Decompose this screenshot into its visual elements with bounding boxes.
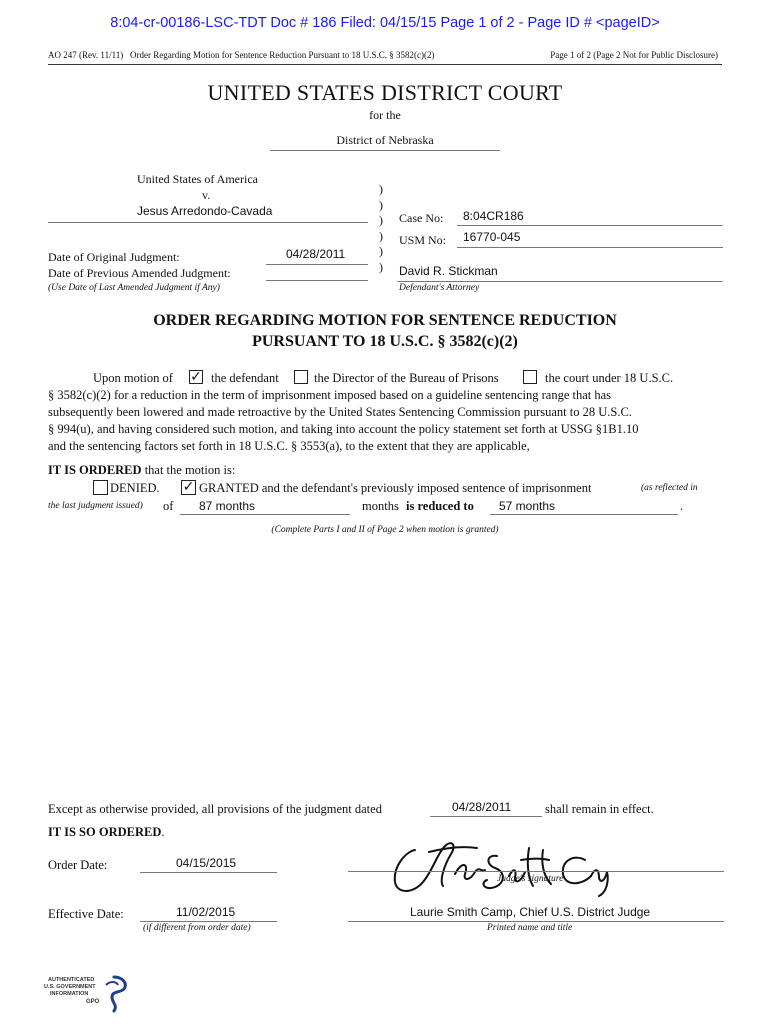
versus: v. bbox=[202, 188, 211, 202]
ordered-rest: that the motion is: bbox=[144, 463, 236, 477]
logo-line3: INFORMATION bbox=[50, 991, 89, 997]
court-title: UNITED STATES DISTRICT COURT bbox=[207, 80, 563, 105]
defendant-name: Jesus Arredondo-Cavada bbox=[137, 204, 273, 218]
attorney-name[interactable]: David R. Stickman bbox=[399, 264, 498, 278]
judgment-date-rule bbox=[430, 816, 542, 817]
checkbox-court[interactable] bbox=[523, 370, 537, 384]
order-title-line2: PURSUANT TO 18 U.S.C. § 3582(c)(2) bbox=[252, 333, 518, 350]
so-ordered-bold: IT IS SO ORDERED bbox=[48, 825, 162, 839]
as-reflected: (as reflected in bbox=[641, 483, 698, 493]
complete-parts-note: (Complete Parts I and II of Page 2 when motion is granted) bbox=[271, 525, 499, 535]
except-text: Except as otherwise provided, all provisions of the judgment dated bbox=[48, 802, 382, 816]
order-date-label: Order Date: bbox=[48, 858, 108, 872]
effective-date-rule bbox=[140, 921, 277, 922]
header-rule bbox=[48, 64, 722, 65]
granted-label: GRANTED and the defendant's previously imposed sentence of imprisonment bbox=[199, 481, 592, 495]
signature-rule bbox=[348, 871, 724, 872]
new-sentence[interactable]: 57 months bbox=[499, 499, 556, 513]
denied-label: DENIED. bbox=[110, 481, 160, 495]
case-no-value[interactable]: 8:04CR186 bbox=[463, 209, 524, 223]
order-title-line1: ORDER REGARDING MOTION FOR SENTENCE REDUCTION bbox=[153, 312, 617, 329]
logo-line2: U.S. GOVERNMENT bbox=[44, 984, 96, 990]
order-date-rule bbox=[140, 872, 277, 873]
opt-bop-label: the Director of the Bureau of Prisons bbox=[314, 371, 499, 385]
eagle-icon bbox=[100, 975, 130, 1013]
usm-no-label: USM No: bbox=[399, 233, 447, 247]
body-line-3: § 994(u), and having considered such motion, and taking into account the policy statement set forth at USSG §1B1.10 bbox=[48, 422, 639, 436]
logo-line1: AUTHENTICATED bbox=[48, 977, 95, 983]
so-ordered-period: . bbox=[161, 825, 165, 839]
form-title: Order Regarding Motion for Sentence Reduction Pursuant to 18 U.S.C. § 3582(c)(2) bbox=[130, 50, 435, 60]
attorney-rule bbox=[397, 281, 723, 282]
body-line-2: subsequently been lowered and made retroactive by the United States Sentencing Commission pursuant to 28 U.S.C. bbox=[48, 405, 632, 419]
body-line-1: § 3582(c)(2) for a reduction in the term of imprisonment imposed based on a guideline sentencing range that has bbox=[48, 388, 612, 402]
new-sentence-rule bbox=[490, 514, 678, 515]
orig-judgment-date[interactable]: 04/28/2011 bbox=[286, 247, 346, 261]
orig-judgment-label: Date of Original Judgment: bbox=[48, 250, 180, 264]
so-ordered bbox=[48, 825, 164, 840]
of-label: of bbox=[163, 499, 174, 513]
prev-sentence-rule bbox=[180, 514, 350, 515]
it-is-ordered bbox=[48, 463, 235, 478]
form-number bbox=[48, 50, 434, 60]
prev-amended-label: Date of Previous Amended Judgment: bbox=[48, 266, 231, 280]
previous-sentence[interactable]: 87 months bbox=[199, 499, 256, 513]
case-no-label: Case No: bbox=[399, 211, 444, 225]
case-no-rule bbox=[457, 225, 723, 226]
district-rule bbox=[270, 150, 500, 151]
effective-date-label: Effective Date: bbox=[48, 907, 124, 921]
form-id: AO 247 (Rev. 11/11) bbox=[48, 50, 124, 60]
judge-signature bbox=[385, 832, 625, 902]
body-line-4: and the sentencing factors set forth in 18 U.S.C. § 3553(a), to the extent that they are applicable, bbox=[48, 439, 530, 453]
effective-date[interactable]: 11/02/2015 bbox=[176, 905, 236, 919]
attorney-label: Defendant's Attorney bbox=[399, 283, 480, 293]
district-name: District of Nebraska bbox=[336, 133, 434, 147]
use-date-note: (Use Date of Last Amended Judgment if Any) bbox=[48, 283, 220, 293]
checkbox-bop[interactable] bbox=[294, 370, 308, 384]
remain-text: shall remain in effect. bbox=[545, 802, 654, 816]
last-judgment-note: the last judgment issued) bbox=[48, 501, 143, 511]
usm-no-rule bbox=[457, 247, 723, 248]
prev-amended-rule bbox=[266, 280, 368, 281]
caption-parens: ) ) ) ) ) ) bbox=[379, 182, 383, 274]
filing-stamp: 8:04-cr-00186-LSC-TDT Doc # 186 Filed: 04/15/15 Page 1 of 2 - Page ID # <pageID> bbox=[110, 15, 660, 31]
reduced-to: is reduced to bbox=[406, 499, 474, 513]
gpo-logo bbox=[42, 975, 132, 1015]
opt-court-label: the court under 18 U.S.C. bbox=[545, 371, 674, 385]
judgment-date[interactable]: 04/28/2011 bbox=[452, 800, 512, 814]
orig-judgment-rule bbox=[266, 264, 368, 265]
printed-name-rule bbox=[348, 921, 724, 922]
judge-sig-label: Judge's signature bbox=[497, 874, 564, 884]
upon-motion: Upon motion of bbox=[93, 371, 173, 385]
checkbox-defendant[interactable]: ✓ bbox=[190, 369, 202, 385]
ordered-bold: IT IS ORDERED bbox=[48, 463, 142, 477]
order-date[interactable]: 04/15/2015 bbox=[176, 856, 237, 870]
page-info: Page 1 of 2 (Page 2 Not for Public Disclosure) bbox=[550, 50, 718, 60]
checkbox-denied[interactable] bbox=[93, 480, 108, 495]
logo-line4: GPO bbox=[86, 999, 100, 1005]
months-label: months bbox=[362, 499, 399, 513]
defendant-rule bbox=[48, 222, 368, 223]
printed-name-label: Printed name and title bbox=[487, 923, 573, 933]
plaintiff-name: United States of America bbox=[137, 172, 258, 186]
checkbox-granted[interactable]: ✓ bbox=[182, 479, 195, 495]
if-different-note: (if different from order date) bbox=[143, 923, 251, 933]
sentence-period: . bbox=[680, 499, 684, 513]
opt-defendant-label: the defendant bbox=[211, 371, 279, 385]
for-the: for the bbox=[369, 108, 401, 122]
usm-no-value[interactable]: 16770-045 bbox=[463, 230, 521, 244]
judge-printed-name: Laurie Smith Camp, Chief U.S. District Judge bbox=[410, 905, 651, 919]
